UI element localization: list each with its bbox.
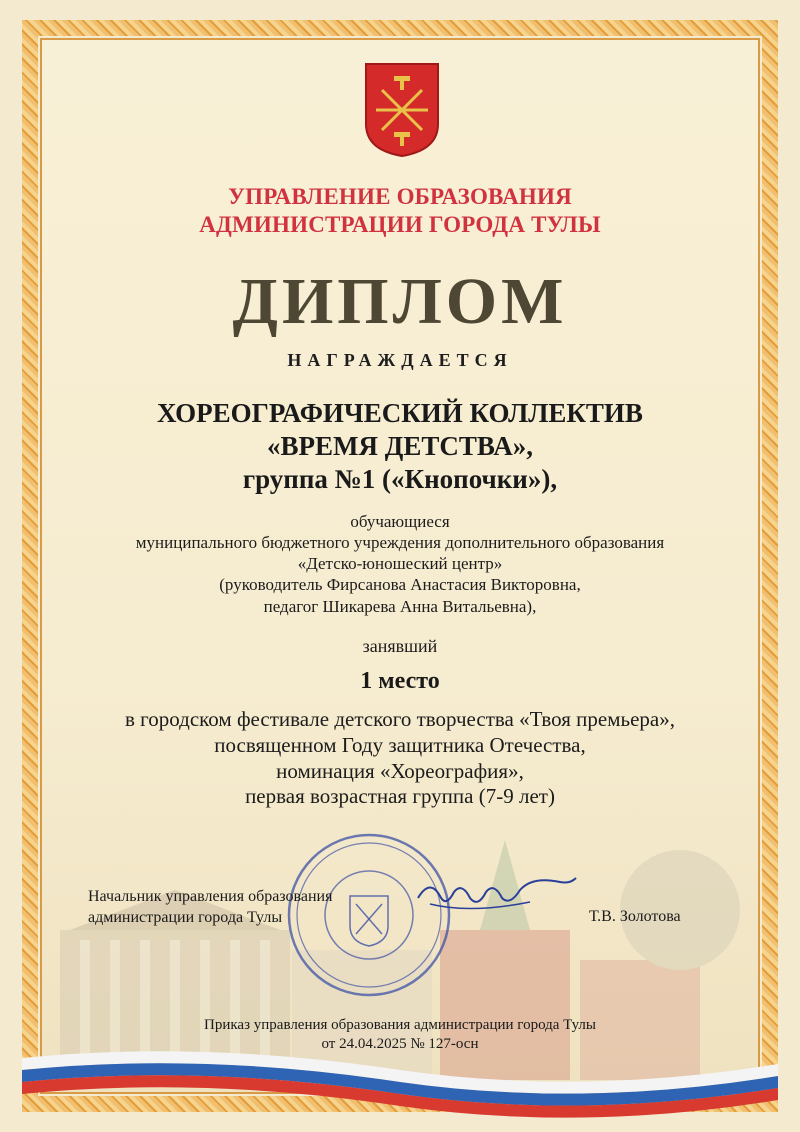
- recipient-line-3: группа №1 («Кнопочки»),: [242, 464, 558, 494]
- awarded-label: НАГРАЖДАЕТСЯ: [287, 350, 513, 370]
- took-label: занявший: [362, 636, 438, 656]
- organization-line-2: АДМИНИСТРАЦИИ ГОРОДА ТУЛЫ: [199, 212, 601, 237]
- document-title: ДИПЛОМ: [232, 265, 568, 338]
- organization-line-1: УПРАВЛЕНИЕ ОБРАЗОВАНИЯ: [228, 184, 572, 209]
- signatory-position: [88, 886, 332, 928]
- recipient-line-2: «ВРЕМЯ ДЕТСТВА»,: [267, 431, 533, 461]
- signatory-position-line-2: администрации города Тулы: [88, 909, 283, 926]
- order-reference-line-2: от 24.04.2025 № 127-осн: [321, 1036, 479, 1052]
- order-reference-line-1: Приказ управления образования администрации города Тулы: [204, 1017, 596, 1033]
- details-line-5: педагог Шикарева Анна Витальевна),: [263, 597, 537, 616]
- details-line-1: обучающиеся: [350, 512, 450, 531]
- tula-coat-of-arms-icon: [364, 62, 440, 158]
- details-line-2: муниципального бюджетного учреждения дополнительного образования: [135, 533, 665, 552]
- festival-line-3: номинация «Хореография»,: [276, 759, 524, 783]
- festival-line-4: первая возрастная группа (7-9 лет): [245, 784, 555, 808]
- festival-line-1: в городском фестивале детского творчества «Твоя премьера»,: [125, 707, 675, 731]
- signatory-position-line-1: Начальник управления образования: [88, 888, 333, 905]
- handwritten-signature: [410, 868, 580, 928]
- signatory-name: Т.В. Золотова: [589, 908, 681, 925]
- place-label: 1 место: [360, 668, 440, 694]
- festival-line-2: посвященном Году защитника Отечества,: [214, 733, 586, 757]
- details-line-4: (руководитель Фирсанова Анастасия Викторовна,: [219, 575, 581, 594]
- recipient-line-1: ХОРЕОГРАФИЧЕСКИЙ КОЛЛЕКТИВ: [157, 398, 643, 428]
- details-line-3: «Детско-юношеский центр»: [297, 554, 503, 573]
